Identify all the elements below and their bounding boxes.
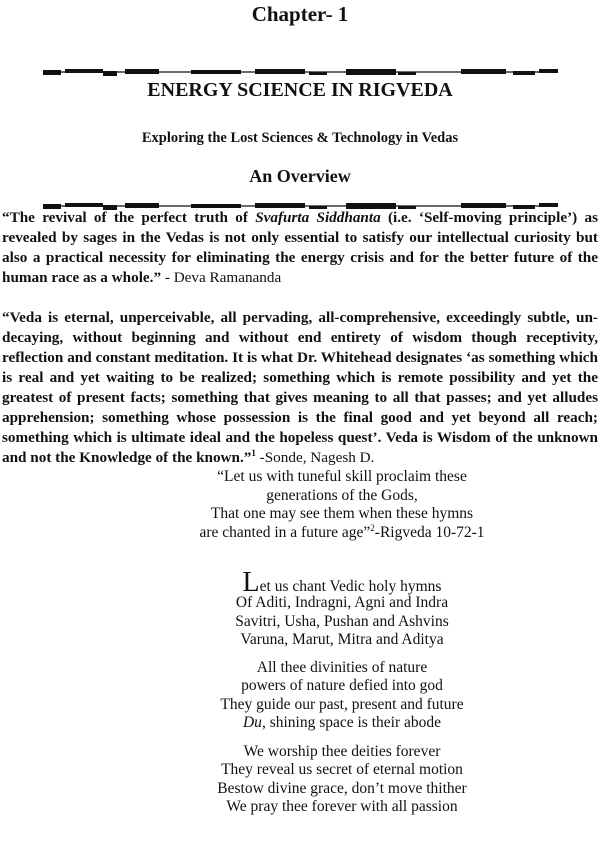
decorative-rule-top [43, 68, 558, 76]
quote-term: Svafurta Siddhanta [255, 209, 381, 226]
quote-sonde [2, 308, 598, 468]
footnote-ref: 1 [251, 447, 256, 458]
page-title: ENERGY SCIENCE IN RIGVEDA [147, 79, 453, 101]
verse-line: powers of nature defied into god [241, 677, 443, 694]
verse-line: Of Aditi, Indragni, Agni and Indra [235, 594, 449, 611]
verse-line: They guide our past, present and future [220, 695, 464, 713]
verse-line: Savitri, Usha, Pushan and Ashvins [235, 612, 449, 630]
rigveda-quote [190, 468, 494, 542]
chapter-heading: Chapter- 1 [251, 2, 349, 26]
verse-line [190, 567, 494, 598]
verse-text: et us chant Vedic holy hymns [259, 578, 442, 595]
verse-line [190, 524, 494, 543]
poem-stanza-1 [190, 567, 494, 650]
verse-text: are chanted in a future age” [199, 523, 371, 541]
poem-stanza-2 [190, 659, 494, 733]
verse-line: They reveal us secret of eternal motion [221, 761, 463, 778]
drop-cap: L [242, 567, 260, 598]
verse-line: That one may see them when these hymns [210, 505, 474, 522]
verse-line: “Let us with tuneful skill proclaim these [217, 468, 467, 485]
verse-line: We pray thee forever with all passion [226, 798, 458, 815]
verse-line: Varuna, Marut, Mitra and Aditya [240, 631, 444, 648]
poem-stanza-3 [190, 743, 494, 817]
quote-author: - Deva Ramananda [161, 269, 282, 286]
quote-text: (i.e. ‘Self-moving principle’) as revealed by sages in the Vedas is not only essential to satisfy our intellectual curiosity but also a practical necessity for eliminating the energy crisis and for the better future of the human race as a whole.” [2, 209, 598, 286]
verse-line: generations of the Gods, [266, 486, 418, 504]
page-body [2, 208, 598, 817]
section-heading: An Overview [249, 166, 351, 186]
subtitle: Exploring the Lost Sciences & Technology in Vedas [141, 130, 459, 146]
verse-line: Bestow divine grace, don’t move thither [217, 779, 467, 797]
verse-line: We worship thee deities forever [243, 742, 441, 760]
quote-ramananda [2, 208, 598, 288]
quote-source: -Rigveda 10-72-1 [374, 523, 485, 541]
quote-author: -Sonde, Nagesh D. [255, 449, 375, 466]
verse-line [190, 714, 494, 733]
quote-text: “Veda is eternal, unperceivable, all pervading, all-comprehensive, exceedingly subtle, un-decaying, without beginning and without end entirety of wisdom though receptivity, reflection and constant meditation. It is what Dr. Whitehead designates ‘as something which is real and yet waiting to be realized; something which is remote possibility and yet the greatest of present facts; something that gives meaning to all that passes; and yet alludes apprehension; something whose possession is the final good and yet beyond all reach; something which is ultimate ideal and the hopeless quest’. Veda is Wisdom of the unknown and not the Knowledge of the known.” [2, 309, 598, 466]
quote-text: “The revival of the perfect truth of [2, 209, 256, 226]
verse-line: All thee divinities of nature [256, 658, 428, 676]
footnote-ref: 2 [370, 522, 375, 533]
verse-term: Du [242, 714, 262, 731]
verse-text: , shining space is their abode [261, 714, 442, 731]
